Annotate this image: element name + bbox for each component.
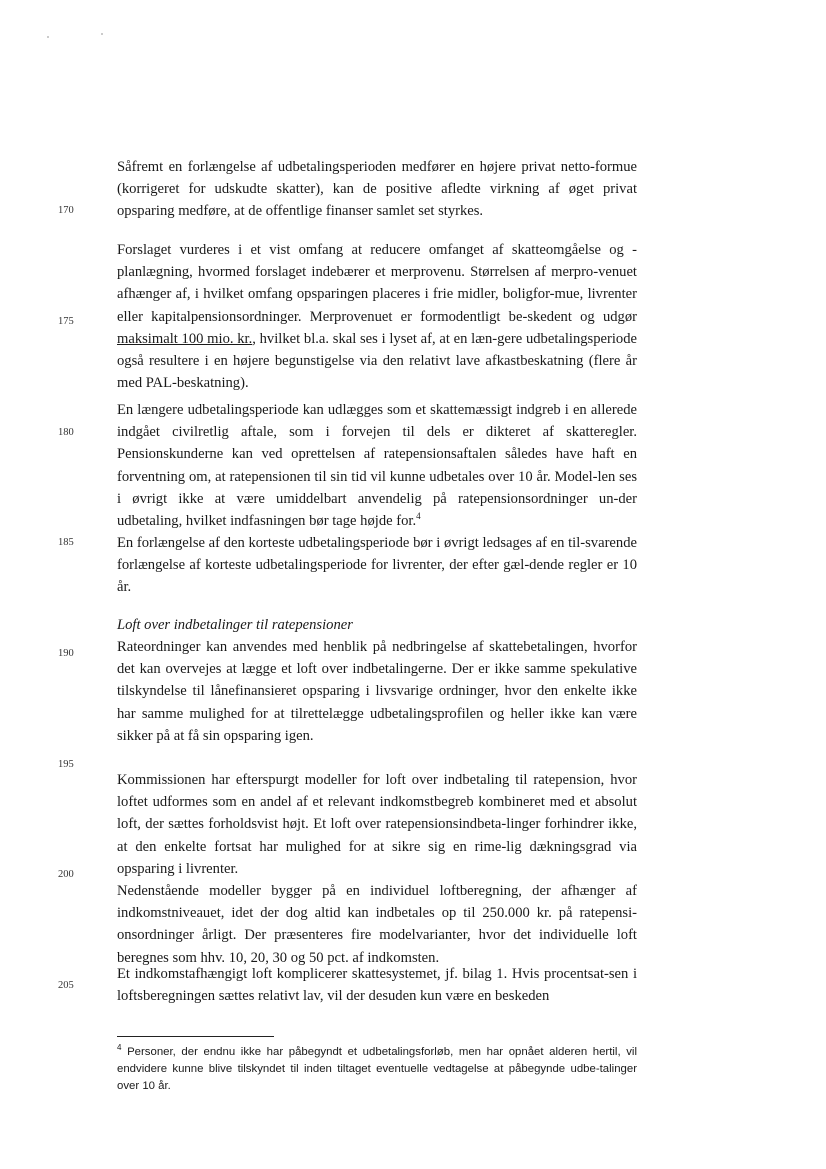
footnote-divider [117, 1036, 274, 1037]
line-number-170: 170 [58, 205, 74, 216]
footnote: $^4$ Personer, der endnu ikke har påbegyndt et udbetalingsforløb, men har opnået alderen hertil, vil endvidere kunne blive tilskyndet til inden tiltaget eventuelle vedtagelse at påbegynde udbe-talinger over 10 år. [117, 1043, 637, 1092]
footnote-reference[interactable]: 4 [416, 511, 421, 522]
paragraph-7: Nedenstående modeller bygger på en individuel loftberegning, der afhænger af indkomstniveauet, idet der dog altid kan indbetales op til 250.000 kr. på ratepensi-onsordninger årligt. Der præsenteres fire modelvarianter, hvor det individuelle loft beregnes som hhv. 10, 20, 30 og 50 pct. af indkomsten. [117, 883, 637, 966]
line-number-205: 205 [58, 980, 74, 991]
underlined-amount: maksimalt 100 mio. kr. [117, 330, 253, 347]
paragraph-6: Kommissionen har efterspurgt modeller for loft over indbetaling til ratepension, hvor loftet udformes som en andel af et relevant indkomstbegreb kombineret med et absolut loft, der sættes forholdsvist højt. Et loft over ratepensionsindbeta-linger forhindrer ikke, at den enkelte fortsat har mulighed for at sikre sig en rime-lig dækningsgrad via opsparing i livrenter. [117, 772, 637, 877]
section-heading: Loft over indbetalinger til ratepensioner [117, 617, 353, 633]
footnote-number: 4 [117, 1043, 122, 1053]
line-number-185: 185 [58, 537, 74, 548]
line-number-180: 180 [58, 427, 74, 438]
paragraph-4: En forlængelse af den korteste udbetalingsperiode bør i øvrigt ledsages af en til-svarende forlængelse af korteste udbetalingsperiode for livrenter, der efter gæl-dende regler er 10 år. [117, 535, 637, 596]
line-number-195: 195 [58, 759, 74, 770]
paragraph-3: En længere udbetalingsperiode kan udlægges som et skattemæssigt indgreb i en allerede indgået civilretlig aftale, som i forvejen til dels er dikteret af skatteregler. Pensionskunderne kan ved oprettelsen af ratepensionsaftalen således have haft en forventning om, at ratepensionen til sin tid vil kunne udbetales over 10 år. Model-len ses i øvrigt ikke at være umiddelbart anvendelig på ratepensionsordninger un-der udbetaling, hvilket indfasningen bør tage højde for.$^4$ [117, 402, 637, 530]
line-number-200: 200 [58, 869, 74, 880]
paragraph-5: Rateordninger kan anvendes med henblik på nedbringelse af skattebetalingen, hvorfor det kan overvejes at lægge et loft over indbetalingerne. Der er ikke samme spekulative tilskyndelse til lånefinansieret opsparing i livsvarige ordninger, hvor den enkelte ikke har samme mulighed for at tilrettelægge udbetalingsprofilen og heller ikke kan være sikker på at få sin opsparing igen. [117, 639, 637, 744]
paragraph-8: Et indkomstafhængigt loft komplicerer skattesystemet, jf. bilag 1. Hvis procentsat-sen i loftsberegningen sættes relativt lav, vil der desuden kun være en beskeden [117, 966, 637, 1005]
scan-speck [47, 36, 49, 38]
line-number-175: 175 [58, 316, 74, 327]
line-number-190: 190 [58, 648, 74, 659]
paragraph-1: Såfremt en forlængelse af udbetalingsperioden medfører en højere privat netto-formue (korrigeret for udskudte skatter), kan de positive afledte virkning af øget privat opsparing medføre, at de offentlige finanser samlet set styrkes. [117, 159, 637, 220]
paragraph-2: Forslaget vurderes i et vist omfang at reducere omfanget af skatteomgåelse og -planlægning, hvormed forslaget indebærer et merprovenu. Størrelsen af merpro-venuet afhænger af, i hvilket omfang opsparingen placeres i frie midler, boligfor-mue, livrenter eller kapitalpensionsordninger. Merprovenuet er formodentligt be-skedent og udgør maksimalt 100 mio. kr., hvilket bl.a. skal ses i lyset af, at en læn-gere udbetalingsperiode også resultere i en højere begunstigelse via den relativt lave afkastbeskatning (flere år med PAL-beskatning). [117, 242, 637, 392]
scan-speck [101, 33, 103, 35]
